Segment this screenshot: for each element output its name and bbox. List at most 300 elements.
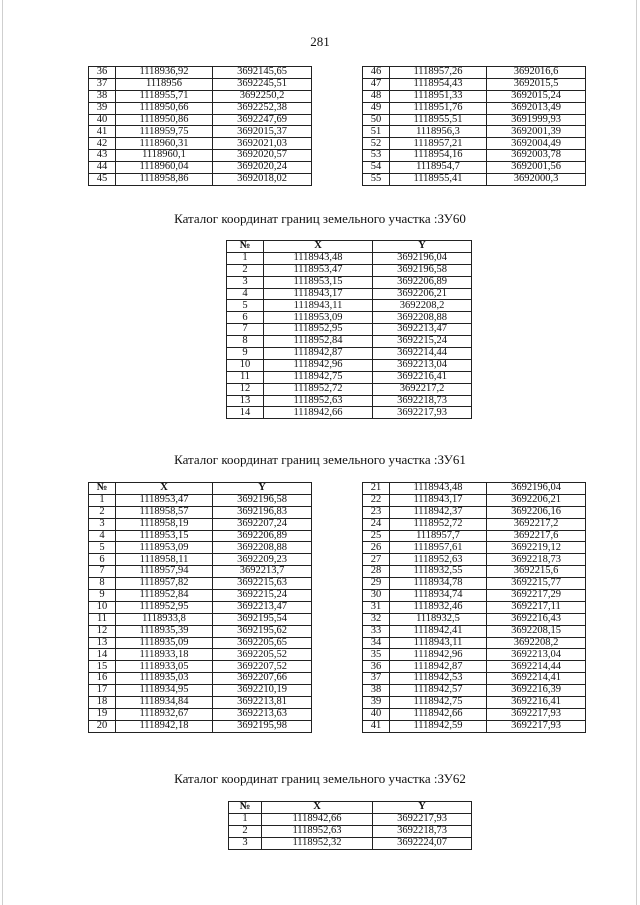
point-number: 1 bbox=[229, 813, 262, 825]
x-coordinate: 1118942,18 bbox=[116, 720, 213, 732]
point-number: 3 bbox=[227, 276, 264, 288]
point-number: 54 bbox=[363, 162, 390, 174]
table-row bbox=[89, 720, 312, 732]
point-number: 50 bbox=[363, 114, 390, 126]
y-coordinate: 3692205,65 bbox=[213, 637, 312, 649]
point-number: 45 bbox=[89, 174, 116, 186]
table-row bbox=[363, 102, 586, 114]
x-coordinate: 1118942,87 bbox=[390, 661, 487, 673]
coordinates-table-zu62 bbox=[228, 801, 472, 850]
col-header-x: X bbox=[262, 802, 373, 814]
point-number: 40 bbox=[89, 114, 116, 126]
coordinates-table-continued-right bbox=[362, 66, 586, 186]
y-coordinate: 3692215,24 bbox=[213, 590, 312, 602]
y-coordinate: 3692015,37 bbox=[213, 126, 312, 138]
table-row bbox=[89, 78, 312, 90]
x-coordinate: 1118952,72 bbox=[390, 518, 487, 530]
y-coordinate: 3692205,52 bbox=[213, 649, 312, 661]
col-header-num: № bbox=[89, 483, 116, 495]
y-coordinate: 3692195,54 bbox=[213, 613, 312, 625]
table-row bbox=[89, 150, 312, 162]
x-coordinate: 1118934,74 bbox=[390, 590, 487, 602]
table-row bbox=[363, 530, 586, 542]
point-number: 44 bbox=[89, 162, 116, 174]
col-header-num: № bbox=[227, 241, 264, 253]
y-coordinate: 3692217,6 bbox=[487, 530, 586, 542]
y-coordinate: 3692210,19 bbox=[213, 685, 312, 697]
x-coordinate: 1118955,41 bbox=[390, 174, 487, 186]
y-coordinate: 3692245,51 bbox=[213, 78, 312, 90]
point-number: 37 bbox=[363, 673, 390, 685]
heading-zu62: Каталог координат границ земельного участка :ЗУ62 bbox=[174, 771, 466, 786]
point-number: 3 bbox=[229, 837, 262, 849]
y-coordinate: 3692219,12 bbox=[487, 542, 586, 554]
x-coordinate: 1118951,33 bbox=[390, 90, 487, 102]
point-number: 7 bbox=[89, 566, 116, 578]
x-coordinate: 1118958,19 bbox=[116, 518, 213, 530]
point-number: 8 bbox=[227, 336, 264, 348]
y-coordinate: 3692218,73 bbox=[373, 395, 472, 407]
x-coordinate: 1118943,48 bbox=[390, 483, 487, 495]
x-coordinate: 1118957,94 bbox=[116, 566, 213, 578]
coordinates-table-zu61-left bbox=[88, 482, 312, 733]
point-number: 41 bbox=[363, 720, 390, 732]
x-coordinate: 1118957,82 bbox=[116, 578, 213, 590]
table-row bbox=[89, 661, 312, 673]
point-number: 11 bbox=[89, 613, 116, 625]
table-row bbox=[363, 67, 586, 79]
point-number: 42 bbox=[89, 138, 116, 150]
table-row bbox=[89, 554, 312, 566]
x-coordinate: 1118952,72 bbox=[264, 383, 373, 395]
table-row bbox=[89, 138, 312, 150]
point-number: 32 bbox=[363, 613, 390, 625]
table-row bbox=[363, 708, 586, 720]
y-coordinate: 3692217,93 bbox=[487, 720, 586, 732]
point-number: 48 bbox=[363, 90, 390, 102]
table-row bbox=[89, 708, 312, 720]
x-coordinate: 1118957,26 bbox=[390, 67, 487, 79]
table-row bbox=[89, 601, 312, 613]
y-coordinate: 3692021,03 bbox=[213, 138, 312, 150]
table-row bbox=[89, 685, 312, 697]
x-coordinate: 1118952,95 bbox=[116, 601, 213, 613]
x-coordinate: 1118942,66 bbox=[390, 708, 487, 720]
table-row bbox=[363, 78, 586, 90]
y-coordinate: 3692196,58 bbox=[213, 494, 312, 506]
point-number: 9 bbox=[227, 348, 264, 360]
table-row bbox=[363, 90, 586, 102]
y-coordinate: 3692207,52 bbox=[213, 661, 312, 673]
coordinates-table-zu61-right bbox=[362, 482, 586, 733]
y-coordinate: 3692216,39 bbox=[487, 685, 586, 697]
table-row bbox=[89, 542, 312, 554]
table-row bbox=[89, 67, 312, 79]
point-number: 9 bbox=[89, 590, 116, 602]
point-number: 19 bbox=[89, 708, 116, 720]
y-coordinate: 3692206,21 bbox=[373, 288, 472, 300]
x-coordinate: 1118950,66 bbox=[116, 102, 213, 114]
table-row bbox=[363, 613, 586, 625]
x-coordinate: 1118952,32 bbox=[262, 837, 373, 849]
point-number: 16 bbox=[89, 673, 116, 685]
x-coordinate: 1118935,39 bbox=[116, 625, 213, 637]
y-coordinate: 3692247,69 bbox=[213, 114, 312, 126]
point-number: 39 bbox=[89, 102, 116, 114]
x-coordinate: 1118952,63 bbox=[390, 554, 487, 566]
x-coordinate: 1118932,5 bbox=[390, 613, 487, 625]
point-number: 12 bbox=[227, 383, 264, 395]
x-coordinate: 1118958,86 bbox=[116, 174, 213, 186]
x-coordinate: 1118932,55 bbox=[390, 566, 487, 578]
x-coordinate: 1118942,96 bbox=[390, 649, 487, 661]
point-number: 33 bbox=[363, 625, 390, 637]
y-coordinate: 3692000,3 bbox=[487, 174, 586, 186]
table-row bbox=[227, 288, 472, 300]
y-coordinate: 3692216,41 bbox=[373, 371, 472, 383]
y-coordinate: 3692196,83 bbox=[213, 506, 312, 518]
point-number: 29 bbox=[363, 578, 390, 590]
point-number: 47 bbox=[363, 78, 390, 90]
x-coordinate: 1118958,11 bbox=[116, 554, 213, 566]
table-row bbox=[363, 506, 586, 518]
point-number: 35 bbox=[363, 649, 390, 661]
point-number: 23 bbox=[363, 506, 390, 518]
y-coordinate: 3692016,6 bbox=[487, 67, 586, 79]
x-coordinate: 1118953,09 bbox=[264, 312, 373, 324]
y-coordinate: 3692196,04 bbox=[487, 483, 586, 495]
table-row bbox=[363, 114, 586, 126]
x-coordinate: 1118934,78 bbox=[390, 578, 487, 590]
table-row bbox=[363, 673, 586, 685]
table-row bbox=[89, 506, 312, 518]
point-number: 38 bbox=[89, 90, 116, 102]
col-header-y: Y bbox=[373, 802, 472, 814]
table-row bbox=[227, 395, 472, 407]
point-number: 5 bbox=[89, 542, 116, 554]
table-row bbox=[89, 697, 312, 709]
heading-zu60: Каталог координат границ земельного участка :ЗУ60 bbox=[174, 211, 466, 226]
x-coordinate: 1118954,16 bbox=[390, 150, 487, 162]
x-coordinate: 1118951,76 bbox=[390, 102, 487, 114]
table-row bbox=[363, 126, 586, 138]
heading-zu61: Каталог координат границ земельного участка :ЗУ61 bbox=[174, 452, 466, 467]
y-coordinate: 3692206,16 bbox=[487, 506, 586, 518]
y-coordinate: 3692213,63 bbox=[213, 708, 312, 720]
table-row bbox=[363, 494, 586, 506]
coordinates-table-continued-left bbox=[88, 66, 312, 186]
coordinates-table-zu60 bbox=[226, 240, 472, 419]
y-coordinate: 3692252,38 bbox=[213, 102, 312, 114]
x-coordinate: 1118960,1 bbox=[116, 150, 213, 162]
y-coordinate: 3692004,49 bbox=[487, 138, 586, 150]
table-row bbox=[89, 174, 312, 186]
x-coordinate: 1118933,05 bbox=[116, 661, 213, 673]
y-coordinate: 3692215,6 bbox=[487, 566, 586, 578]
col-header-x: X bbox=[264, 241, 373, 253]
table-row bbox=[89, 673, 312, 685]
x-coordinate: 1118957,21 bbox=[390, 138, 487, 150]
point-number: 22 bbox=[363, 494, 390, 506]
y-coordinate: 3692213,81 bbox=[213, 697, 312, 709]
x-coordinate: 1118956 bbox=[116, 78, 213, 90]
x-coordinate: 1118960,04 bbox=[116, 162, 213, 174]
y-coordinate: 3692217,2 bbox=[373, 383, 472, 395]
table-header-row bbox=[89, 483, 312, 495]
table-row bbox=[229, 813, 472, 825]
y-coordinate: 3692015,5 bbox=[487, 78, 586, 90]
x-coordinate: 1118934,84 bbox=[116, 697, 213, 709]
x-coordinate: 1118960,31 bbox=[116, 138, 213, 150]
y-coordinate: 3692018,02 bbox=[213, 174, 312, 186]
y-coordinate: 3692196,04 bbox=[373, 252, 472, 264]
point-number: 36 bbox=[89, 67, 116, 79]
table-row bbox=[89, 162, 312, 174]
table-row bbox=[363, 625, 586, 637]
x-coordinate: 1118952,63 bbox=[262, 825, 373, 837]
table-row bbox=[89, 590, 312, 602]
y-coordinate: 3692217,93 bbox=[373, 407, 472, 419]
point-number: 7 bbox=[227, 324, 264, 336]
y-coordinate: 3692206,89 bbox=[213, 530, 312, 542]
point-number: 34 bbox=[363, 637, 390, 649]
x-coordinate: 1118954,7 bbox=[390, 162, 487, 174]
y-coordinate: 3692020,57 bbox=[213, 150, 312, 162]
x-coordinate: 1118943,17 bbox=[390, 494, 487, 506]
y-coordinate: 3692218,73 bbox=[487, 554, 586, 566]
table-header-row bbox=[229, 802, 472, 814]
col-header-x: X bbox=[116, 483, 213, 495]
x-coordinate: 1118952,95 bbox=[264, 324, 373, 336]
y-coordinate: 3692209,23 bbox=[213, 554, 312, 566]
point-number: 10 bbox=[227, 359, 264, 371]
y-coordinate: 3692224,07 bbox=[373, 837, 472, 849]
table-row bbox=[363, 601, 586, 613]
table-row bbox=[227, 324, 472, 336]
point-number: 6 bbox=[227, 312, 264, 324]
point-number: 21 bbox=[363, 483, 390, 495]
point-number: 2 bbox=[227, 264, 264, 276]
table-row bbox=[363, 578, 586, 590]
x-coordinate: 1118935,09 bbox=[116, 637, 213, 649]
table-row bbox=[227, 300, 472, 312]
x-coordinate: 1118934,95 bbox=[116, 685, 213, 697]
y-coordinate: 3692208,88 bbox=[373, 312, 472, 324]
x-coordinate: 1118957,7 bbox=[390, 530, 487, 542]
y-coordinate: 3692195,62 bbox=[213, 625, 312, 637]
table-row bbox=[89, 102, 312, 114]
y-coordinate: 3692020,24 bbox=[213, 162, 312, 174]
y-coordinate: 3692206,21 bbox=[487, 494, 586, 506]
col-header-y: Y bbox=[213, 483, 312, 495]
x-coordinate: 1118942,37 bbox=[390, 506, 487, 518]
point-number: 11 bbox=[227, 371, 264, 383]
table-row bbox=[227, 264, 472, 276]
x-coordinate: 1118957,61 bbox=[390, 542, 487, 554]
table-row bbox=[363, 649, 586, 661]
point-number: 1 bbox=[227, 252, 264, 264]
point-number: 12 bbox=[89, 625, 116, 637]
y-coordinate: 3692001,39 bbox=[487, 126, 586, 138]
y-coordinate: 3692013,49 bbox=[487, 102, 586, 114]
point-number: 18 bbox=[89, 697, 116, 709]
table-row bbox=[89, 530, 312, 542]
y-coordinate: 3692214,44 bbox=[373, 348, 472, 360]
y-coordinate: 3692213,7 bbox=[213, 566, 312, 578]
x-coordinate: 1118936,92 bbox=[116, 67, 213, 79]
table-row bbox=[89, 637, 312, 649]
table-row bbox=[363, 162, 586, 174]
y-coordinate: 3692213,04 bbox=[373, 359, 472, 371]
y-coordinate: 3692213,47 bbox=[373, 324, 472, 336]
y-coordinate: 3692217,29 bbox=[487, 590, 586, 602]
y-coordinate: 3692215,63 bbox=[213, 578, 312, 590]
y-coordinate: 3692217,93 bbox=[487, 708, 586, 720]
table-row bbox=[363, 174, 586, 186]
y-coordinate: 3692217,11 bbox=[487, 601, 586, 613]
table-row bbox=[227, 359, 472, 371]
point-number: 4 bbox=[227, 288, 264, 300]
table-row bbox=[89, 494, 312, 506]
point-number: 52 bbox=[363, 138, 390, 150]
x-coordinate: 1118952,63 bbox=[264, 395, 373, 407]
point-number: 37 bbox=[89, 78, 116, 90]
table-row bbox=[227, 383, 472, 395]
y-coordinate: 3692215,77 bbox=[487, 578, 586, 590]
table-row bbox=[89, 518, 312, 530]
x-coordinate: 1118932,67 bbox=[116, 708, 213, 720]
x-coordinate: 1118954,43 bbox=[390, 78, 487, 90]
point-number: 46 bbox=[363, 67, 390, 79]
point-number: 51 bbox=[363, 126, 390, 138]
table-row bbox=[363, 697, 586, 709]
x-coordinate: 1118955,51 bbox=[390, 114, 487, 126]
point-number: 13 bbox=[89, 637, 116, 649]
x-coordinate: 1118932,46 bbox=[390, 601, 487, 613]
table-row bbox=[363, 554, 586, 566]
point-number: 26 bbox=[363, 542, 390, 554]
point-number: 8 bbox=[89, 578, 116, 590]
table-row bbox=[89, 114, 312, 126]
x-coordinate: 1118942,41 bbox=[390, 625, 487, 637]
table-row bbox=[363, 138, 586, 150]
point-number: 43 bbox=[89, 150, 116, 162]
point-number: 49 bbox=[363, 102, 390, 114]
point-number: 27 bbox=[363, 554, 390, 566]
page-number: 281 bbox=[310, 34, 330, 49]
table-row bbox=[89, 578, 312, 590]
point-number: 28 bbox=[363, 566, 390, 578]
x-coordinate: 1118943,11 bbox=[264, 300, 373, 312]
x-coordinate: 1118942,96 bbox=[264, 359, 373, 371]
x-coordinate: 1118953,47 bbox=[264, 264, 373, 276]
point-number: 30 bbox=[363, 590, 390, 602]
y-coordinate: 3692208,2 bbox=[373, 300, 472, 312]
x-coordinate: 1118959,75 bbox=[116, 126, 213, 138]
x-coordinate: 1118952,84 bbox=[116, 590, 213, 602]
point-number: 1 bbox=[89, 494, 116, 506]
x-coordinate: 1118933,8 bbox=[116, 613, 213, 625]
y-coordinate: 3692215,24 bbox=[373, 336, 472, 348]
table-row bbox=[363, 566, 586, 578]
table-row bbox=[89, 566, 312, 578]
y-coordinate: 3692207,66 bbox=[213, 673, 312, 685]
point-number: 14 bbox=[227, 407, 264, 419]
point-number: 5 bbox=[227, 300, 264, 312]
x-coordinate: 1118958,57 bbox=[116, 506, 213, 518]
point-number: 40 bbox=[363, 708, 390, 720]
table-row bbox=[229, 825, 472, 837]
table-row bbox=[89, 90, 312, 102]
point-number: 14 bbox=[89, 649, 116, 661]
table-row bbox=[89, 126, 312, 138]
table-row bbox=[227, 336, 472, 348]
table-row bbox=[227, 312, 472, 324]
table-row bbox=[227, 371, 472, 383]
y-coordinate: 3691999,93 bbox=[487, 114, 586, 126]
table-row bbox=[227, 407, 472, 419]
x-coordinate: 1118953,47 bbox=[116, 494, 213, 506]
point-number: 38 bbox=[363, 685, 390, 697]
y-coordinate: 3692195,98 bbox=[213, 720, 312, 732]
x-coordinate: 1118953,15 bbox=[116, 530, 213, 542]
table-row bbox=[363, 661, 586, 673]
table-row bbox=[227, 252, 472, 264]
y-coordinate: 3692217,93 bbox=[373, 813, 472, 825]
y-coordinate: 3692196,58 bbox=[373, 264, 472, 276]
x-coordinate: 1118942,53 bbox=[390, 673, 487, 685]
x-coordinate: 1118943,48 bbox=[264, 252, 373, 264]
table-row bbox=[363, 685, 586, 697]
table-row bbox=[363, 518, 586, 530]
point-number: 55 bbox=[363, 174, 390, 186]
x-coordinate: 1118942,75 bbox=[264, 371, 373, 383]
table-row bbox=[363, 720, 586, 732]
table-row bbox=[363, 483, 586, 495]
table-row bbox=[229, 837, 472, 849]
x-coordinate: 1118956,3 bbox=[390, 126, 487, 138]
y-coordinate: 3692207,24 bbox=[213, 518, 312, 530]
x-coordinate: 1118943,17 bbox=[264, 288, 373, 300]
table-row bbox=[89, 613, 312, 625]
x-coordinate: 1118952,84 bbox=[264, 336, 373, 348]
y-coordinate: 3692213,47 bbox=[213, 601, 312, 613]
point-number: 15 bbox=[89, 661, 116, 673]
x-coordinate: 1118942,87 bbox=[264, 348, 373, 360]
x-coordinate: 1118935,03 bbox=[116, 673, 213, 685]
x-coordinate: 1118942,75 bbox=[390, 697, 487, 709]
x-coordinate: 1118942,66 bbox=[262, 813, 373, 825]
x-coordinate: 1118950,86 bbox=[116, 114, 213, 126]
y-coordinate: 3692208,2 bbox=[487, 637, 586, 649]
point-number: 36 bbox=[363, 661, 390, 673]
point-number: 2 bbox=[89, 506, 116, 518]
point-number: 24 bbox=[363, 518, 390, 530]
point-number: 13 bbox=[227, 395, 264, 407]
point-number: 17 bbox=[89, 685, 116, 697]
col-header-y: Y bbox=[373, 241, 472, 253]
point-number: 20 bbox=[89, 720, 116, 732]
y-coordinate: 3692214,41 bbox=[487, 673, 586, 685]
table-row bbox=[363, 150, 586, 162]
table-row bbox=[89, 649, 312, 661]
point-number: 31 bbox=[363, 601, 390, 613]
point-number: 2 bbox=[229, 825, 262, 837]
x-coordinate: 1118943,11 bbox=[390, 637, 487, 649]
y-coordinate: 3692218,73 bbox=[373, 825, 472, 837]
y-coordinate: 3692216,43 bbox=[487, 613, 586, 625]
x-coordinate: 1118942,57 bbox=[390, 685, 487, 697]
